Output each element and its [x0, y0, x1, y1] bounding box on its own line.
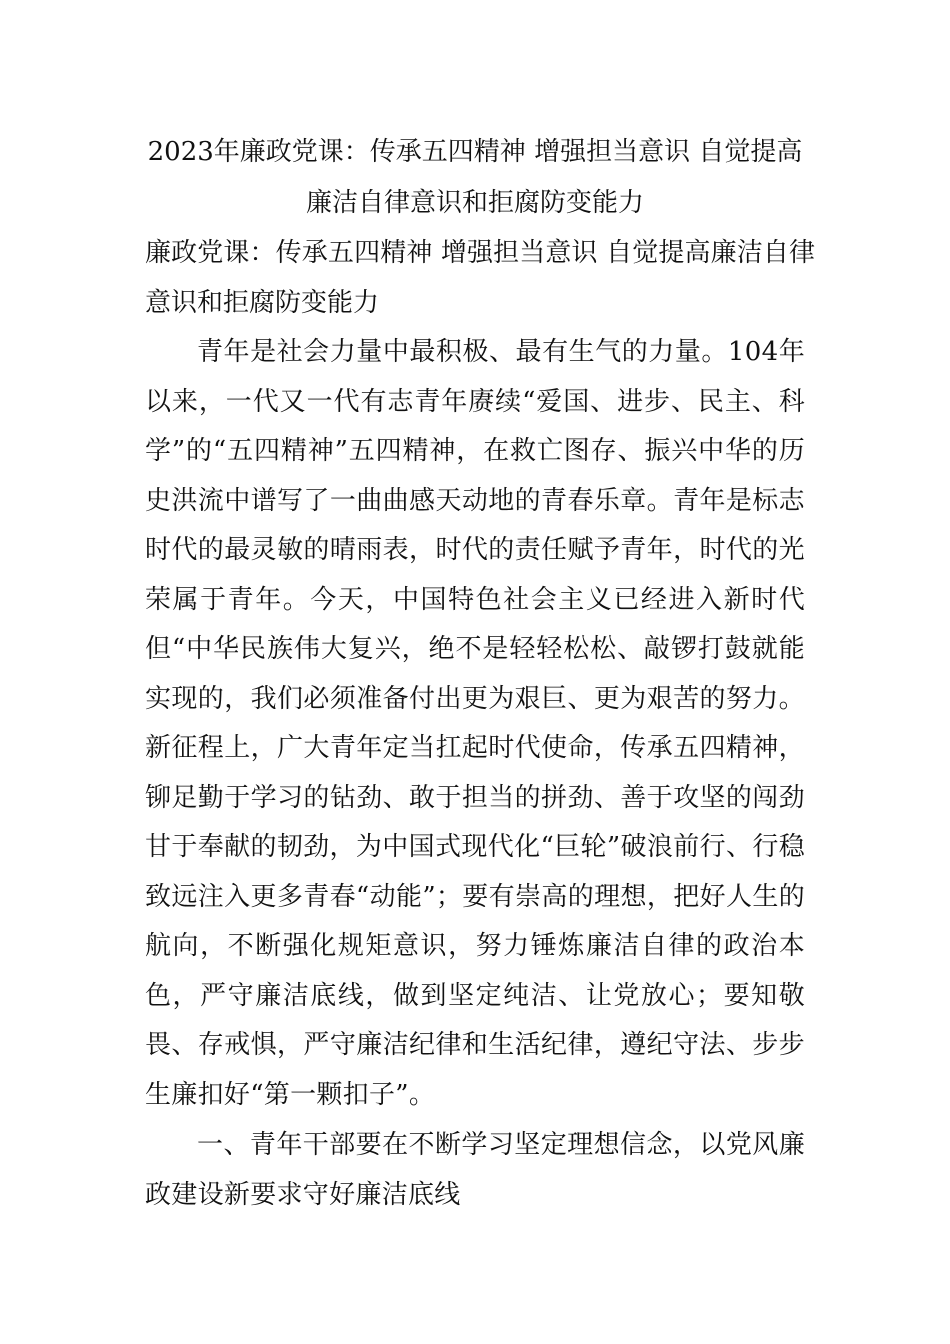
section-heading-paragraph: 一、青年干部要在不断学习坚定理想信念，以党风廉政建设新要求守好廉洁底线: [145, 1130, 805, 1210]
body-paragraph: 青年是社会力量中最积极、最有生气的力量。104年以来，一代又一代有志青年赓续“爱国、进步、民主、科学”的“五四精神”五四精神，在救亡图存、振兴中华的历史洪流中谱写了一曲曲感天动地的青春乐章。青年是标志时代的最灵敏的晴雨表，时代的责任赋予青年，时代的光荣属于青年。今天，中国特色社会主义已经进入新时代但“中华民族伟大复兴，绝不是轻轻松松、敲锣打鼓就能实现的，我们必须准备付出更为艰巨、更为艰苦的努力。新征程上，广大青年定当扛起时代使命，传承五四精神，铆足勤于学习的钻劲、敢于担当的拼劲、善于攻坚的闯劲甘于奉献的韧劲，为中国式现代化“巨轮”破浪前行、行稳致远注入更多青春“动能”；要有崇高的理想，把好人生的航向，不断强化规矩意识，努力锤炼廉洁自律的政治本色，严守廉洁底线，做到坚定纯洁、让党放心；要知敬畏、存戒惧，严守廉洁纪律和生活纪律，遵纪守法、步步生廉扣好“第一颗扣子”。: [145, 337, 805, 1110]
document-subtitle: 廉政党课：传承五四精神 增强担当意识 自觉提高廉洁自律意识和拒腐防变能力: [145, 238, 815, 318]
document-title: 2023年廉政党课：传承五四精神 增强担当意识 自觉提高廉洁自律意识和拒腐防变能力: [147, 137, 803, 218]
